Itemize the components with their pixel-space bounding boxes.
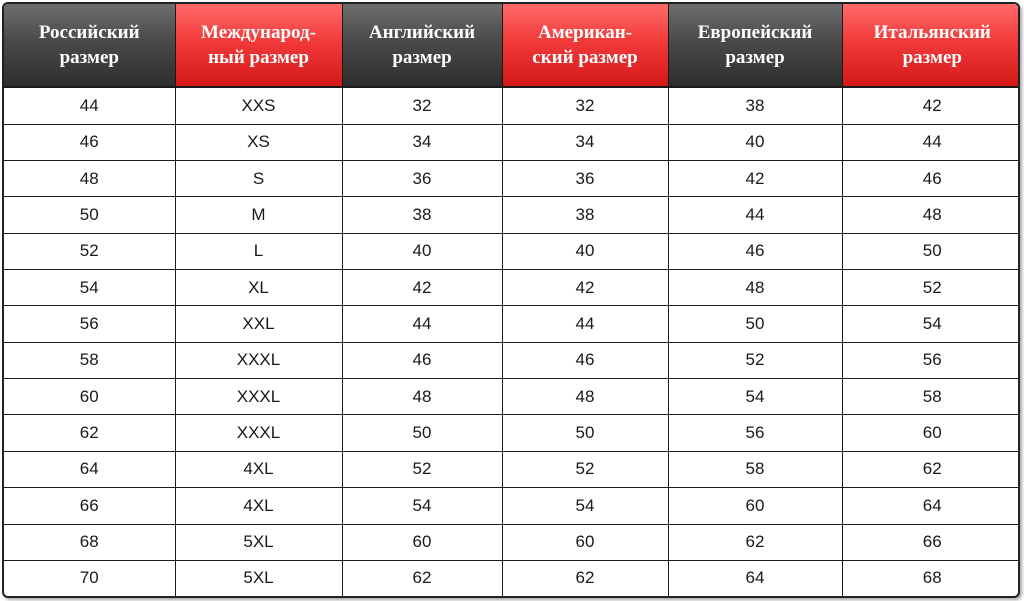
header-international-line1: Международ- — [201, 22, 316, 43]
cell-italian-size: 42 — [842, 87, 1020, 124]
cell-italian-size: 66 — [842, 524, 1020, 560]
header-european-size — [668, 4, 842, 87]
table-row — [4, 379, 1020, 415]
cell-international-size: XXL — [175, 306, 342, 342]
cell-italian-size: 50 — [842, 233, 1020, 269]
cell-american-size: 60 — [502, 524, 668, 560]
header-italian-line2: размер — [902, 47, 962, 68]
cell-russian-size: 52 — [4, 233, 175, 269]
header-english-line1: Английский — [368, 22, 476, 43]
cell-american-size: 50 — [502, 415, 668, 451]
cell-international-size: XL — [175, 270, 342, 306]
table-row — [4, 415, 1020, 451]
header-row — [4, 4, 1020, 87]
cell-italian-size: 64 — [842, 488, 1020, 524]
cell-russian-size: 50 — [4, 197, 175, 233]
cell-italian-size: 48 — [842, 197, 1020, 233]
cell-english-size: 60 — [342, 524, 502, 560]
cell-american-size: 44 — [502, 306, 668, 342]
cell-european-size: 50 — [668, 306, 842, 342]
cell-international-size: 4XL — [175, 451, 342, 487]
cell-english-size: 38 — [342, 197, 502, 233]
header-english-line2: размер — [392, 47, 452, 68]
header-italian-line1: Итальянский — [873, 22, 991, 43]
cell-russian-size: 70 — [4, 560, 175, 596]
cell-italian-size: 60 — [842, 415, 1020, 451]
cell-italian-size: 58 — [842, 379, 1020, 415]
cell-italian-size: 68 — [922, 568, 942, 588]
cell-american-size: 54 — [502, 488, 668, 524]
cell-english-size: 54 — [342, 488, 502, 524]
table-row — [4, 233, 1020, 269]
cell-american-size: 38 — [502, 197, 668, 233]
cell-english-size: 44 — [342, 306, 502, 342]
cell-italian-size: 56 — [842, 342, 1020, 378]
table-body — [4, 87, 1020, 596]
cell-italian-size: 46 — [842, 161, 1020, 197]
size-conversion-table — [2, 2, 1020, 598]
cell-american-size: 42 — [502, 270, 668, 306]
table-row — [4, 161, 1020, 197]
cell-international-size: 4XL — [175, 488, 342, 524]
cell-international-size: XXXL — [175, 415, 342, 451]
cell-russian-size: 56 — [4, 306, 175, 342]
cell-american-size: 46 — [502, 342, 668, 378]
size-table — [4, 4, 1020, 596]
cell-italian-size: 54 — [842, 306, 1020, 342]
cell-european-size: 56 — [668, 415, 842, 451]
cell-international-size: XS — [175, 124, 342, 160]
table-row — [4, 87, 1020, 124]
table-row — [4, 560, 1020, 596]
cell-european-size: 62 — [668, 524, 842, 560]
cell-american-size: 62 — [502, 560, 668, 596]
cell-international-size: M — [175, 197, 342, 233]
cell-international-size: L — [175, 233, 342, 269]
cell-european-size: 54 — [668, 379, 842, 415]
cell-international-size: 5XL — [175, 524, 342, 560]
table-row — [4, 488, 1020, 524]
cell-american-size: 36 — [502, 161, 668, 197]
cell-european-size: 52 — [668, 342, 842, 378]
header-european-line2: размер — [725, 47, 785, 68]
cell-russian-size: 62 — [4, 415, 175, 451]
cell-international-size: 5XL — [175, 560, 342, 596]
cell-english-size: 34 — [342, 124, 502, 160]
cell-italian-size: 62 — [842, 451, 1020, 487]
cell-italian-size: 52 — [842, 270, 1020, 306]
cell-european-size: 58 — [668, 451, 842, 487]
cell-english-size: 62 — [342, 560, 502, 596]
header-english-size — [342, 4, 502, 87]
cell-american-size: 34 — [502, 124, 668, 160]
cell-english-size: 50 — [342, 415, 502, 451]
cell-russian-size: 66 — [4, 488, 175, 524]
cell-american-size: 40 — [502, 233, 668, 269]
cell-russian-size: 44 — [4, 87, 175, 124]
header-american-size — [502, 4, 668, 87]
cell-european-size: 64 — [668, 560, 842, 596]
table-row — [4, 124, 1020, 160]
table-row — [4, 270, 1020, 306]
cell-russian-size: 46 — [4, 124, 175, 160]
cell-russian-size: 54 — [4, 270, 175, 306]
header-american-line2: ский размер — [532, 47, 638, 68]
header-italian-size — [842, 4, 1020, 87]
cell-european-size: 42 — [668, 161, 842, 197]
table-row — [4, 342, 1020, 378]
cell-russian-size: 48 — [4, 161, 175, 197]
cell-european-size: 44 — [668, 197, 842, 233]
cell-english-size: 46 — [342, 342, 502, 378]
cell-european-size: 48 — [668, 270, 842, 306]
cell-italian-size: 44 — [842, 124, 1020, 160]
table-row — [4, 306, 1020, 342]
header-american-line1: Американ- — [537, 22, 633, 43]
cell-english-size: 52 — [342, 451, 502, 487]
cell-european-size: 38 — [668, 87, 842, 124]
cell-european-size: 40 — [668, 124, 842, 160]
header-russian-line2: размер — [59, 47, 119, 68]
cell-international-size: XXXL — [175, 342, 342, 378]
table-header — [4, 4, 1020, 87]
cell-international-size: XXS — [175, 87, 342, 124]
cell-english-size: 32 — [342, 87, 502, 124]
header-european-line1: Европейский — [697, 22, 813, 43]
table-row — [4, 197, 1020, 233]
table-row — [4, 524, 1020, 560]
header-russian-size — [4, 4, 175, 87]
table-row — [4, 451, 1020, 487]
cell-russian-size: 68 — [4, 524, 175, 560]
cell-american-size: 32 — [502, 87, 668, 124]
header-international-size — [175, 4, 342, 87]
cell-international-size: S — [175, 161, 342, 197]
cell-russian-size: 58 — [4, 342, 175, 378]
cell-english-size: 42 — [342, 270, 502, 306]
cell-european-size: 46 — [668, 233, 842, 269]
cell-european-size: 60 — [668, 488, 842, 524]
cell-international-size: XXXL — [175, 379, 342, 415]
cell-russian-size: 64 — [4, 451, 175, 487]
header-international-line2: ный размер — [208, 47, 309, 68]
cell-american-size: 48 — [502, 379, 668, 415]
header-russian-line1: Российский — [38, 22, 140, 43]
cell-russian-size: 60 — [4, 379, 175, 415]
cell-american-size: 52 — [502, 451, 668, 487]
cell-english-size: 36 — [342, 161, 502, 197]
cell-english-size: 48 — [342, 379, 502, 415]
cell-english-size: 40 — [342, 233, 502, 269]
